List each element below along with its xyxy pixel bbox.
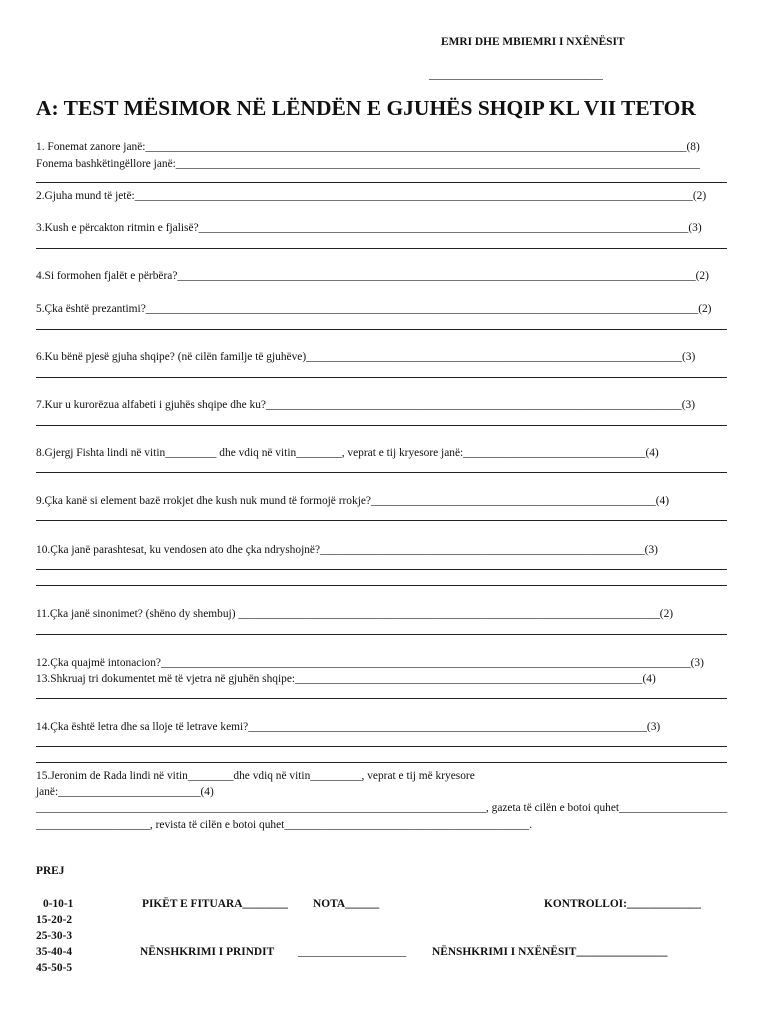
- grade-field[interactable]: NOTA______: [313, 898, 380, 910]
- answer-line[interactable]: [36, 746, 727, 747]
- answer-line[interactable]: [36, 569, 727, 570]
- grading-scale-heading: PREJ: [36, 865, 65, 877]
- grade-row-2: 15-20-2: [36, 914, 73, 926]
- grade-row-1: 0-10-1: [43, 898, 74, 910]
- question-13[interactable]: 13.Shkruaj tri dokumentet më të vjetra në gjuhën shqipe:_____________________________________________________________(4): [36, 673, 656, 685]
- checked-by-field[interactable]: KONTROLLOI:_____________: [544, 898, 701, 910]
- question-15-newspaper[interactable]: _______________________________________________________________________________, gazeta të cilën e botoi quhet___________________: [36, 802, 728, 814]
- points-earned-field[interactable]: PIKËT E FITUARA________: [142, 898, 288, 910]
- question-1-consonants[interactable]: Fonema bashkëtingëllore janë:____________________________________________________________________________________________: [36, 158, 700, 170]
- answer-line[interactable]: [36, 698, 727, 699]
- grade-row-5: 45-50-5: [36, 962, 73, 974]
- question-3[interactable]: 3.Kush e përcakton ritmin e fjalisë?______________________________________________________________________________________(3): [36, 222, 702, 234]
- answer-line[interactable]: [36, 425, 727, 426]
- question-5[interactable]: 5.Çka është prezantimi?_________________________________________________________________________________________________(2): [36, 303, 712, 315]
- question-15[interactable]: 15.Jeronim de Rada lindi në vitin________dhe vdiq në vitin_________, veprat e tij më kryesore: [36, 770, 475, 782]
- question-9[interactable]: 9.Çka kanë si element bazë rrokjet dhe kush nuk mund të formojë rrokje?__________________________________________________(4): [36, 495, 670, 507]
- question-15-magazine[interactable]: ____________________, revista të cilën e botoi quhet___________________________________________.: [36, 819, 533, 831]
- answer-line[interactable]: [36, 182, 727, 183]
- answer-line[interactable]: [36, 248, 727, 249]
- question-11[interactable]: 11.Çka janë sinonimet? (shëno dy shembuj) __________________________________________________________________________(2): [36, 608, 674, 620]
- answer-line[interactable]: [36, 472, 727, 473]
- question-8[interactable]: 8.Gjergj Fishta lindi në vitin_________ dhe vdiq në vitin________, veprat e tij kryesore janë:________________________________(4): [36, 447, 659, 459]
- answer-line[interactable]: [36, 377, 727, 378]
- question-6[interactable]: 6.Ku bënë pjesë gjuha shqipe? (në cilën familje të gjuhëve)__________________________________________________________________(3): [36, 351, 696, 363]
- question-14[interactable]: 14.Çka është letra dhe sa lloje të letrave kemi?______________________________________________________________________(3): [36, 721, 661, 733]
- student-signature-field[interactable]: NËNSHKRIMI I NXËNËSIT________________: [432, 946, 668, 958]
- answer-line[interactable]: [36, 634, 727, 635]
- answer-line[interactable]: [36, 329, 727, 330]
- question-7[interactable]: 7.Kur u kurorëzua alfabeti i gjuhës shqipe dhe ku?_________________________________________________________________________(3): [36, 399, 695, 411]
- student-name-line[interactable]: ______________________________: [429, 68, 603, 81]
- question-12[interactable]: 12.Çka quajmë intonacion?_____________________________________________________________________________________________(3): [36, 657, 704, 669]
- answer-line[interactable]: [36, 762, 727, 763]
- page-title: A: TEST MËSIMOR NË LËNDËN E GJUHËS SHQIP KL VII TETOR: [36, 96, 696, 120]
- student-name-label: EMRI DHE MBIEMRI I NXËNËSIT: [441, 36, 625, 48]
- question-10[interactable]: 10.Çka janë parashtesat, ku vendosen ato dhe çka ndryshojnë?_________________________________________________________(3): [36, 544, 658, 556]
- question-2[interactable]: 2.Gjuha mund të jetë:__________________________________________________________________________________________________(2): [36, 190, 707, 202]
- question-4[interactable]: 4.Si formohen fjalët e përbëra?___________________________________________________________________________________________(2): [36, 270, 709, 282]
- grade-row-3: 25-30-3: [36, 930, 73, 942]
- answer-line[interactable]: [36, 520, 727, 521]
- question-15-works[interactable]: janë:_________________________(4): [36, 786, 214, 798]
- parent-signature-label: NËNSHKRIMI I PRINDIT: [140, 946, 275, 958]
- grade-row-4: 35-40-4: [36, 946, 73, 958]
- parent-signature-line[interactable]: ___________________: [298, 946, 407, 958]
- question-1[interactable]: 1. Fonemat zanore janë:_______________________________________________________________________________________________(8): [36, 141, 700, 153]
- answer-line[interactable]: [36, 585, 727, 586]
